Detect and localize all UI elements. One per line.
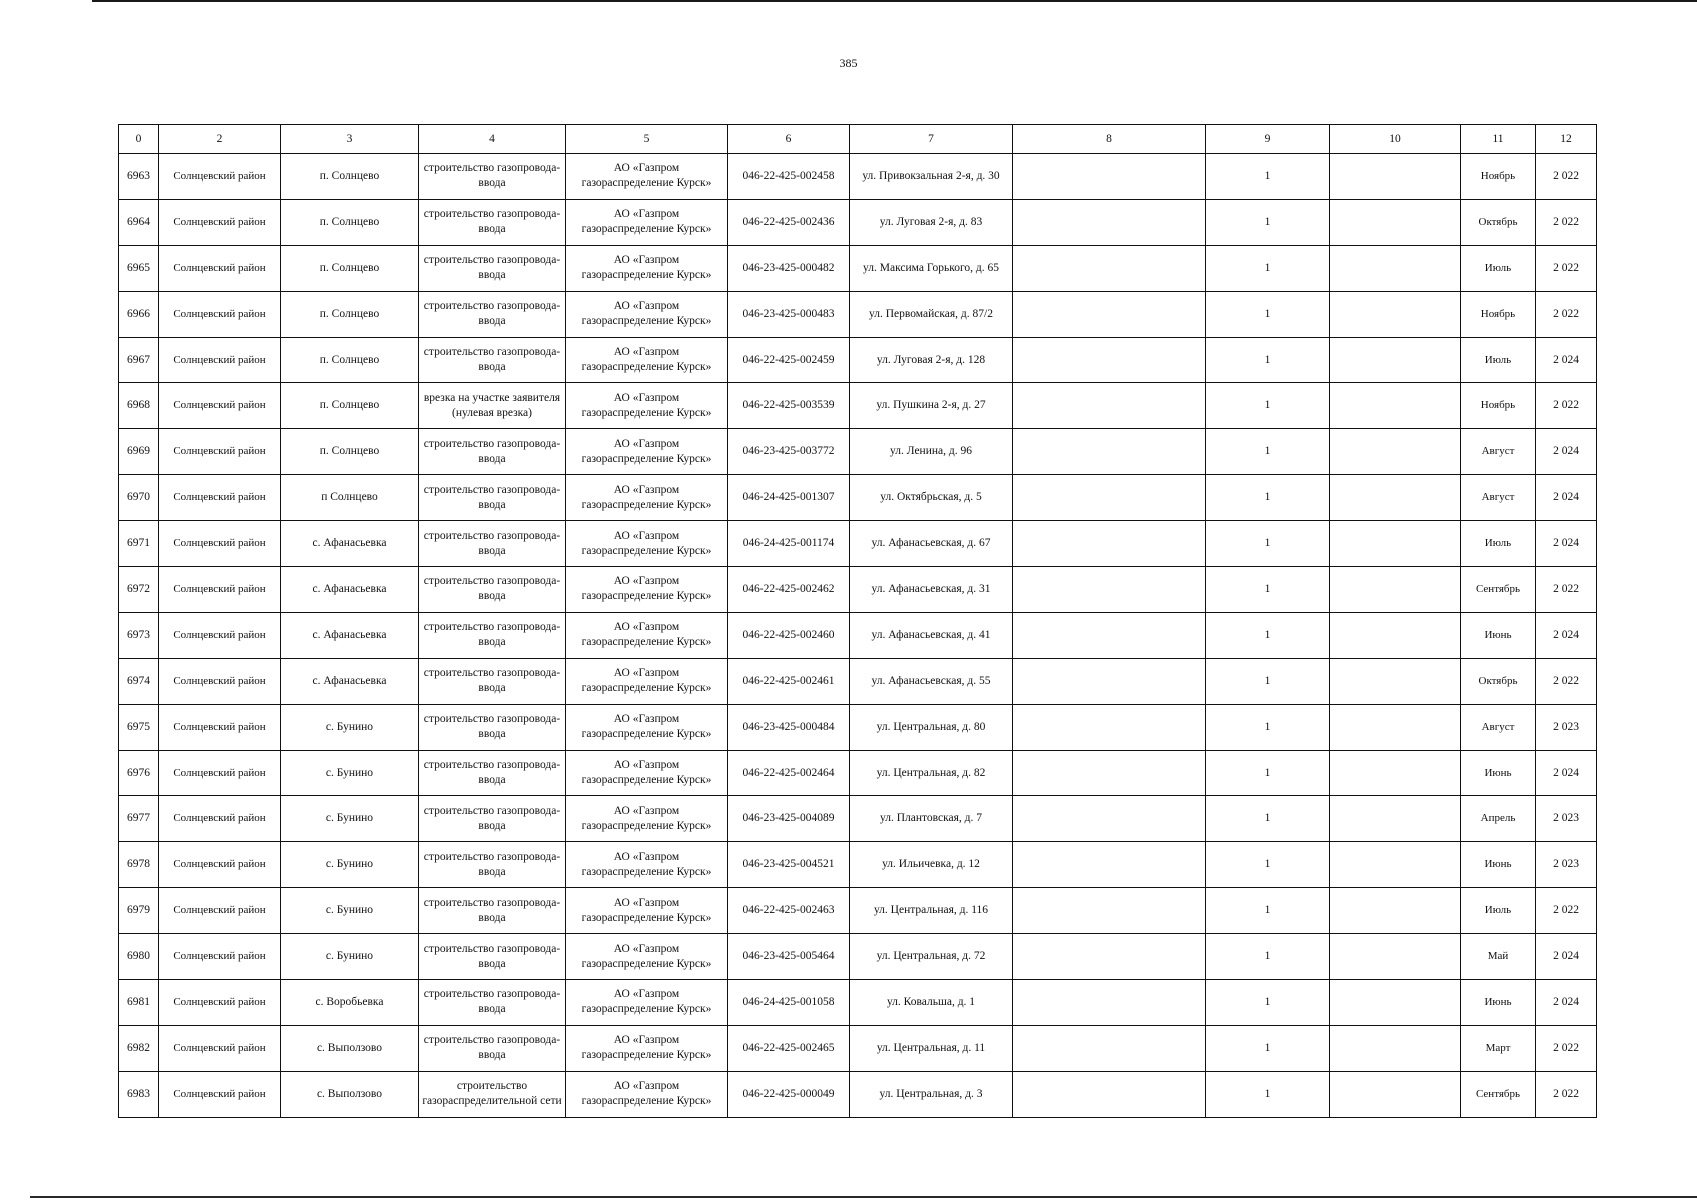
code-cell: 046-22-425-002436 [728, 199, 850, 245]
settlement-cell: п. Солнцево [281, 383, 419, 429]
table-row [119, 796, 1597, 842]
settlement-cell: п. Солнцево [281, 291, 419, 337]
col10-cell [1330, 383, 1461, 429]
col10-cell [1330, 245, 1461, 291]
organization-cell: АО «Газпром газораспределение Курск» [566, 842, 728, 888]
table-body [119, 154, 1597, 1118]
column-header: 9 [1206, 125, 1330, 154]
month-cell: Июнь [1461, 842, 1536, 888]
settlement-cell: с. Афанасьевка [281, 521, 419, 567]
scan-edge-top [92, 0, 1697, 2]
code-cell: 046-22-425-002464 [728, 750, 850, 796]
year-cell: 2 022 [1536, 567, 1597, 613]
count-cell: 1 [1206, 704, 1330, 750]
district-cell: Солнцевский район [159, 612, 281, 658]
address-cell: ул. Ковальша, д. 1 [850, 980, 1013, 1026]
work-type-cell: строительство газопровода-ввода [419, 337, 566, 383]
count-cell: 1 [1206, 934, 1330, 980]
record-number: 6971 [119, 521, 159, 567]
organization-cell: АО «Газпром газораспределение Курск» [566, 1025, 728, 1071]
organization-cell: АО «Газпром газораспределение Курск» [566, 1071, 728, 1117]
year-cell: 2 024 [1536, 612, 1597, 658]
code-cell: 046-24-425-001174 [728, 521, 850, 567]
code-cell: 046-22-425-003539 [728, 383, 850, 429]
district-cell: Солнцевский район [159, 521, 281, 567]
district-cell: Солнцевский район [159, 291, 281, 337]
count-cell: 1 [1206, 475, 1330, 521]
record-number: 6967 [119, 337, 159, 383]
code-cell: 046-23-425-004089 [728, 796, 850, 842]
work-type-cell: строительство газопровода-ввода [419, 475, 566, 521]
col8-cell [1013, 796, 1206, 842]
settlement-cell: с. Воробьевка [281, 980, 419, 1026]
organization-cell: АО «Газпром газораспределение Курск» [566, 796, 728, 842]
work-type-cell: строительство газопровода-ввода [419, 199, 566, 245]
year-cell: 2 024 [1536, 475, 1597, 521]
district-cell: Солнцевский район [159, 154, 281, 200]
district-cell: Солнцевский район [159, 475, 281, 521]
col10-cell [1330, 980, 1461, 1026]
record-number: 6968 [119, 383, 159, 429]
table-row [119, 888, 1597, 934]
table-row [119, 980, 1597, 1026]
address-cell: ул. Максима Горького, д. 65 [850, 245, 1013, 291]
count-cell: 1 [1206, 750, 1330, 796]
col8-cell [1013, 245, 1206, 291]
col10-cell [1330, 750, 1461, 796]
column-header: 3 [281, 125, 419, 154]
table-row [119, 383, 1597, 429]
district-cell: Солнцевский район [159, 383, 281, 429]
settlement-cell: с. Бунино [281, 842, 419, 888]
table-row [119, 199, 1597, 245]
col8-cell [1013, 429, 1206, 475]
table-row [119, 337, 1597, 383]
col8-cell [1013, 842, 1206, 888]
code-cell: 046-23-425-000482 [728, 245, 850, 291]
record-number: 6978 [119, 842, 159, 888]
settlement-cell: с. Бунино [281, 888, 419, 934]
district-cell: Солнцевский район [159, 199, 281, 245]
count-cell: 1 [1206, 567, 1330, 613]
month-cell: Июль [1461, 888, 1536, 934]
column-header: 2 [159, 125, 281, 154]
month-cell: Сентябрь [1461, 567, 1536, 613]
count-cell: 1 [1206, 796, 1330, 842]
code-cell: 046-22-425-002463 [728, 888, 850, 934]
address-cell: ул. Афанасьевская, д. 55 [850, 658, 1013, 704]
record-number: 6966 [119, 291, 159, 337]
col10-cell [1330, 842, 1461, 888]
year-cell: 2 024 [1536, 980, 1597, 1026]
year-cell: 2 022 [1536, 199, 1597, 245]
district-cell: Солнцевский район [159, 1071, 281, 1117]
table-row [119, 521, 1597, 567]
column-header: 8 [1013, 125, 1206, 154]
record-number: 6977 [119, 796, 159, 842]
district-cell: Солнцевский район [159, 245, 281, 291]
address-cell: ул. Центральная, д. 72 [850, 934, 1013, 980]
settlement-cell: с. Афанасьевка [281, 612, 419, 658]
organization-cell: АО «Газпром газораспределение Курск» [566, 475, 728, 521]
col8-cell [1013, 475, 1206, 521]
month-cell: Май [1461, 934, 1536, 980]
code-cell: 046-22-425-002459 [728, 337, 850, 383]
col8-cell [1013, 1025, 1206, 1071]
organization-cell: АО «Газпром газораспределение Курск» [566, 291, 728, 337]
col10-cell [1330, 475, 1461, 521]
year-cell: 2 022 [1536, 888, 1597, 934]
record-number: 6974 [119, 658, 159, 704]
table-row [119, 842, 1597, 888]
count-cell: 1 [1206, 658, 1330, 704]
table-row [119, 429, 1597, 475]
count-cell: 1 [1206, 980, 1330, 1026]
settlement-cell: с. Бунино [281, 934, 419, 980]
settlement-cell: п Солнцево [281, 475, 419, 521]
work-type-cell: строительство газопровода-ввода [419, 245, 566, 291]
district-cell: Солнцевский район [159, 337, 281, 383]
work-type-cell: строительство газопровода-ввода [419, 567, 566, 613]
record-number: 6975 [119, 704, 159, 750]
table-row [119, 245, 1597, 291]
column-header: 12 [1536, 125, 1597, 154]
col10-cell [1330, 612, 1461, 658]
table-row [119, 658, 1597, 704]
code-cell: 046-24-425-001307 [728, 475, 850, 521]
table-row [119, 291, 1597, 337]
year-cell: 2 022 [1536, 1071, 1597, 1117]
address-cell: ул. Центральная, д. 116 [850, 888, 1013, 934]
col8-cell [1013, 612, 1206, 658]
record-number: 6965 [119, 245, 159, 291]
address-cell: ул. Афанасьевская, д. 31 [850, 567, 1013, 613]
col8-cell [1013, 291, 1206, 337]
month-cell: Октябрь [1461, 199, 1536, 245]
col10-cell [1330, 521, 1461, 567]
organization-cell: АО «Газпром газораспределение Курск» [566, 245, 728, 291]
year-cell: 2 023 [1536, 796, 1597, 842]
organization-cell: АО «Газпром газораспределение Курск» [566, 704, 728, 750]
table-row [119, 934, 1597, 980]
count-cell: 1 [1206, 383, 1330, 429]
col10-cell [1330, 567, 1461, 613]
month-cell: Август [1461, 429, 1536, 475]
address-cell: ул. Пушкина 2-я, д. 27 [850, 383, 1013, 429]
col8-cell [1013, 750, 1206, 796]
column-header: 0 [119, 125, 159, 154]
settlement-cell: п. Солнцево [281, 337, 419, 383]
month-cell: Ноябрь [1461, 291, 1536, 337]
code-cell: 046-24-425-001058 [728, 980, 850, 1026]
organization-cell: АО «Газпром газораспределение Курск» [566, 658, 728, 704]
work-type-cell: строительство газопровода-ввода [419, 521, 566, 567]
organization-cell: АО «Газпром газораспределение Курск» [566, 612, 728, 658]
code-cell: 046-22-425-000049 [728, 1071, 850, 1117]
district-cell: Солнцевский район [159, 704, 281, 750]
col8-cell [1013, 1071, 1206, 1117]
settlement-cell: с. Бунино [281, 796, 419, 842]
count-cell: 1 [1206, 337, 1330, 383]
work-type-cell: строительство газопровода-ввода [419, 704, 566, 750]
district-cell: Солнцевский район [159, 1025, 281, 1071]
organization-cell: АО «Газпром газораспределение Курск» [566, 383, 728, 429]
col8-cell [1013, 980, 1206, 1026]
table-row [119, 704, 1597, 750]
district-cell: Солнцевский район [159, 567, 281, 613]
organization-cell: АО «Газпром газораспределение Курск» [566, 337, 728, 383]
column-header: 5 [566, 125, 728, 154]
settlement-cell: с. Бунино [281, 750, 419, 796]
col8-cell [1013, 521, 1206, 567]
organization-cell: АО «Газпром газораспределение Курск» [566, 750, 728, 796]
count-cell: 1 [1206, 199, 1330, 245]
record-number: 6982 [119, 1025, 159, 1071]
code-cell: 046-23-425-000483 [728, 291, 850, 337]
district-cell: Солнцевский район [159, 842, 281, 888]
count-cell: 1 [1206, 1071, 1330, 1117]
count-cell: 1 [1206, 429, 1330, 475]
district-cell: Солнцевский район [159, 980, 281, 1026]
col8-cell [1013, 383, 1206, 429]
work-type-cell: строительство газопровода-ввода [419, 429, 566, 475]
work-type-cell: строительство газопровода-ввода [419, 612, 566, 658]
count-cell: 1 [1206, 291, 1330, 337]
year-cell: 2 024 [1536, 934, 1597, 980]
column-header: 6 [728, 125, 850, 154]
col10-cell [1330, 1071, 1461, 1117]
month-cell: Июль [1461, 521, 1536, 567]
table-row [119, 612, 1597, 658]
address-cell: ул. Первомайская, д. 87/2 [850, 291, 1013, 337]
district-cell: Солнцевский район [159, 934, 281, 980]
count-cell: 1 [1206, 842, 1330, 888]
work-type-cell: врезка на участке заявителя (нулевая врезка) [419, 383, 566, 429]
count-cell: 1 [1206, 245, 1330, 291]
code-cell: 046-23-425-000484 [728, 704, 850, 750]
code-cell: 046-23-425-004521 [728, 842, 850, 888]
count-cell: 1 [1206, 888, 1330, 934]
work-type-cell: строительство газопровода-ввода [419, 796, 566, 842]
col8-cell [1013, 154, 1206, 200]
year-cell: 2 022 [1536, 658, 1597, 704]
column-header: 4 [419, 125, 566, 154]
work-type-cell: строительство газопровода-ввода [419, 658, 566, 704]
record-number: 6983 [119, 1071, 159, 1117]
record-number: 6963 [119, 154, 159, 200]
month-cell: Октябрь [1461, 658, 1536, 704]
organization-cell: АО «Газпром газораспределение Курск» [566, 567, 728, 613]
count-cell: 1 [1206, 521, 1330, 567]
col10-cell [1330, 796, 1461, 842]
address-cell: ул. Центральная, д. 80 [850, 704, 1013, 750]
table-row [119, 750, 1597, 796]
month-cell: Июнь [1461, 750, 1536, 796]
code-cell: 046-22-425-002460 [728, 612, 850, 658]
address-cell: ул. Афанасьевская, д. 41 [850, 612, 1013, 658]
work-type-cell: строительство газопровода-ввода [419, 154, 566, 200]
district-cell: Солнцевский район [159, 658, 281, 704]
address-cell: ул. Ленина, д. 96 [850, 429, 1013, 475]
scan-edge-bottom [30, 1196, 1697, 1198]
code-cell: 046-22-425-002465 [728, 1025, 850, 1071]
address-cell: ул. Центральная, д. 11 [850, 1025, 1013, 1071]
record-number: 6981 [119, 980, 159, 1026]
col8-cell [1013, 337, 1206, 383]
settlement-cell: п. Солнцево [281, 245, 419, 291]
column-header: 11 [1461, 125, 1536, 154]
table-row [119, 1071, 1597, 1117]
col8-cell [1013, 567, 1206, 613]
col10-cell [1330, 658, 1461, 704]
address-cell: ул. Луговая 2-я, д. 128 [850, 337, 1013, 383]
settlement-cell: с. Афанасьевка [281, 567, 419, 613]
settlement-cell: с. Выползово [281, 1025, 419, 1071]
year-cell: 2 022 [1536, 245, 1597, 291]
record-number: 6973 [119, 612, 159, 658]
year-cell: 2 022 [1536, 291, 1597, 337]
month-cell: Август [1461, 704, 1536, 750]
month-cell: Июнь [1461, 980, 1536, 1026]
work-type-cell: строительство газопровода-ввода [419, 980, 566, 1026]
col10-cell [1330, 704, 1461, 750]
organization-cell: АО «Газпром газораспределение Курск» [566, 154, 728, 200]
month-cell: Март [1461, 1025, 1536, 1071]
month-cell: Июль [1461, 245, 1536, 291]
record-number: 6972 [119, 567, 159, 613]
organization-cell: АО «Газпром газораспределение Курск» [566, 980, 728, 1026]
register-table [118, 124, 1597, 1118]
record-number: 6969 [119, 429, 159, 475]
code-cell: 046-22-425-002461 [728, 658, 850, 704]
column-header: 10 [1330, 125, 1461, 154]
record-number: 6970 [119, 475, 159, 521]
work-type-cell: строительство газопровода-ввода [419, 291, 566, 337]
record-number: 6979 [119, 888, 159, 934]
count-cell: 1 [1206, 612, 1330, 658]
count-cell: 1 [1206, 154, 1330, 200]
month-cell: Июнь [1461, 612, 1536, 658]
settlement-cell: п. Солнцево [281, 429, 419, 475]
year-cell: 2 024 [1536, 521, 1597, 567]
address-cell: ул. Центральная, д. 82 [850, 750, 1013, 796]
month-cell: Июль [1461, 337, 1536, 383]
month-cell: Ноябрь [1461, 383, 1536, 429]
year-cell: 2 022 [1536, 383, 1597, 429]
year-cell: 2 023 [1536, 842, 1597, 888]
month-cell: Ноябрь [1461, 154, 1536, 200]
address-cell: ул. Плантовская, д. 7 [850, 796, 1013, 842]
address-cell: ул. Ильичевка, д. 12 [850, 842, 1013, 888]
column-header: 7 [850, 125, 1013, 154]
col8-cell [1013, 199, 1206, 245]
work-type-cell: строительство газопровода-ввода [419, 750, 566, 796]
year-cell: 2 024 [1536, 750, 1597, 796]
col10-cell [1330, 154, 1461, 200]
work-type-cell: строительство газопровода-ввода [419, 934, 566, 980]
col8-cell [1013, 888, 1206, 934]
district-cell: Солнцевский район [159, 888, 281, 934]
col10-cell [1330, 934, 1461, 980]
year-cell: 2 022 [1536, 154, 1597, 200]
table-row [119, 1025, 1597, 1071]
work-type-cell: строительство газопровода-ввода [419, 888, 566, 934]
code-cell: 046-22-425-002462 [728, 567, 850, 613]
address-cell: ул. Афанасьевская, д. 67 [850, 521, 1013, 567]
table-row [119, 567, 1597, 613]
address-cell: ул. Центральная, д. 3 [850, 1071, 1013, 1117]
col8-cell [1013, 934, 1206, 980]
record-number: 6976 [119, 750, 159, 796]
settlement-cell: п. Солнцево [281, 199, 419, 245]
year-cell: 2 024 [1536, 337, 1597, 383]
organization-cell: АО «Газпром газораспределение Курск» [566, 521, 728, 567]
col10-cell [1330, 888, 1461, 934]
count-cell: 1 [1206, 1025, 1330, 1071]
table-row [119, 475, 1597, 521]
work-type-cell: строительство газораспределительной сети [419, 1071, 566, 1117]
organization-cell: АО «Газпром газораспределение Курск» [566, 934, 728, 980]
district-cell: Солнцевский район [159, 796, 281, 842]
settlement-cell: с. Афанасьевка [281, 658, 419, 704]
col10-cell [1330, 1025, 1461, 1071]
header-row [119, 125, 1597, 154]
month-cell: Сентябрь [1461, 1071, 1536, 1117]
code-cell: 046-22-425-002458 [728, 154, 850, 200]
settlement-cell: с. Выползово [281, 1071, 419, 1117]
address-cell: ул. Привокзальная 2-я, д. 30 [850, 154, 1013, 200]
month-cell: Апрель [1461, 796, 1536, 842]
year-cell: 2 023 [1536, 704, 1597, 750]
record-number: 6980 [119, 934, 159, 980]
code-cell: 046-23-425-005464 [728, 934, 850, 980]
organization-cell: АО «Газпром газораспределение Курск» [566, 199, 728, 245]
col10-cell [1330, 199, 1461, 245]
address-cell: ул. Октябрьская, д. 5 [850, 475, 1013, 521]
col10-cell [1330, 429, 1461, 475]
col8-cell [1013, 704, 1206, 750]
work-type-cell: строительство газопровода-ввода [419, 1025, 566, 1071]
settlement-cell: с. Бунино [281, 704, 419, 750]
settlement-cell: п. Солнцево [281, 154, 419, 200]
district-cell: Солнцевский район [159, 750, 281, 796]
page-number: 385 [839, 56, 858, 70]
district-cell: Солнцевский район [159, 429, 281, 475]
year-cell: 2 024 [1536, 429, 1597, 475]
organization-cell: АО «Газпром газораспределение Курск» [566, 888, 728, 934]
address-cell: ул. Луговая 2-я, д. 83 [850, 199, 1013, 245]
record-number: 6964 [119, 199, 159, 245]
col8-cell [1013, 658, 1206, 704]
code-cell: 046-23-425-003772 [728, 429, 850, 475]
organization-cell: АО «Газпром газораспределение Курск» [566, 429, 728, 475]
table-row [119, 154, 1597, 200]
year-cell: 2 022 [1536, 1025, 1597, 1071]
work-type-cell: строительство газопровода-ввода [419, 842, 566, 888]
col10-cell [1330, 291, 1461, 337]
col10-cell [1330, 337, 1461, 383]
month-cell: Август [1461, 475, 1536, 521]
